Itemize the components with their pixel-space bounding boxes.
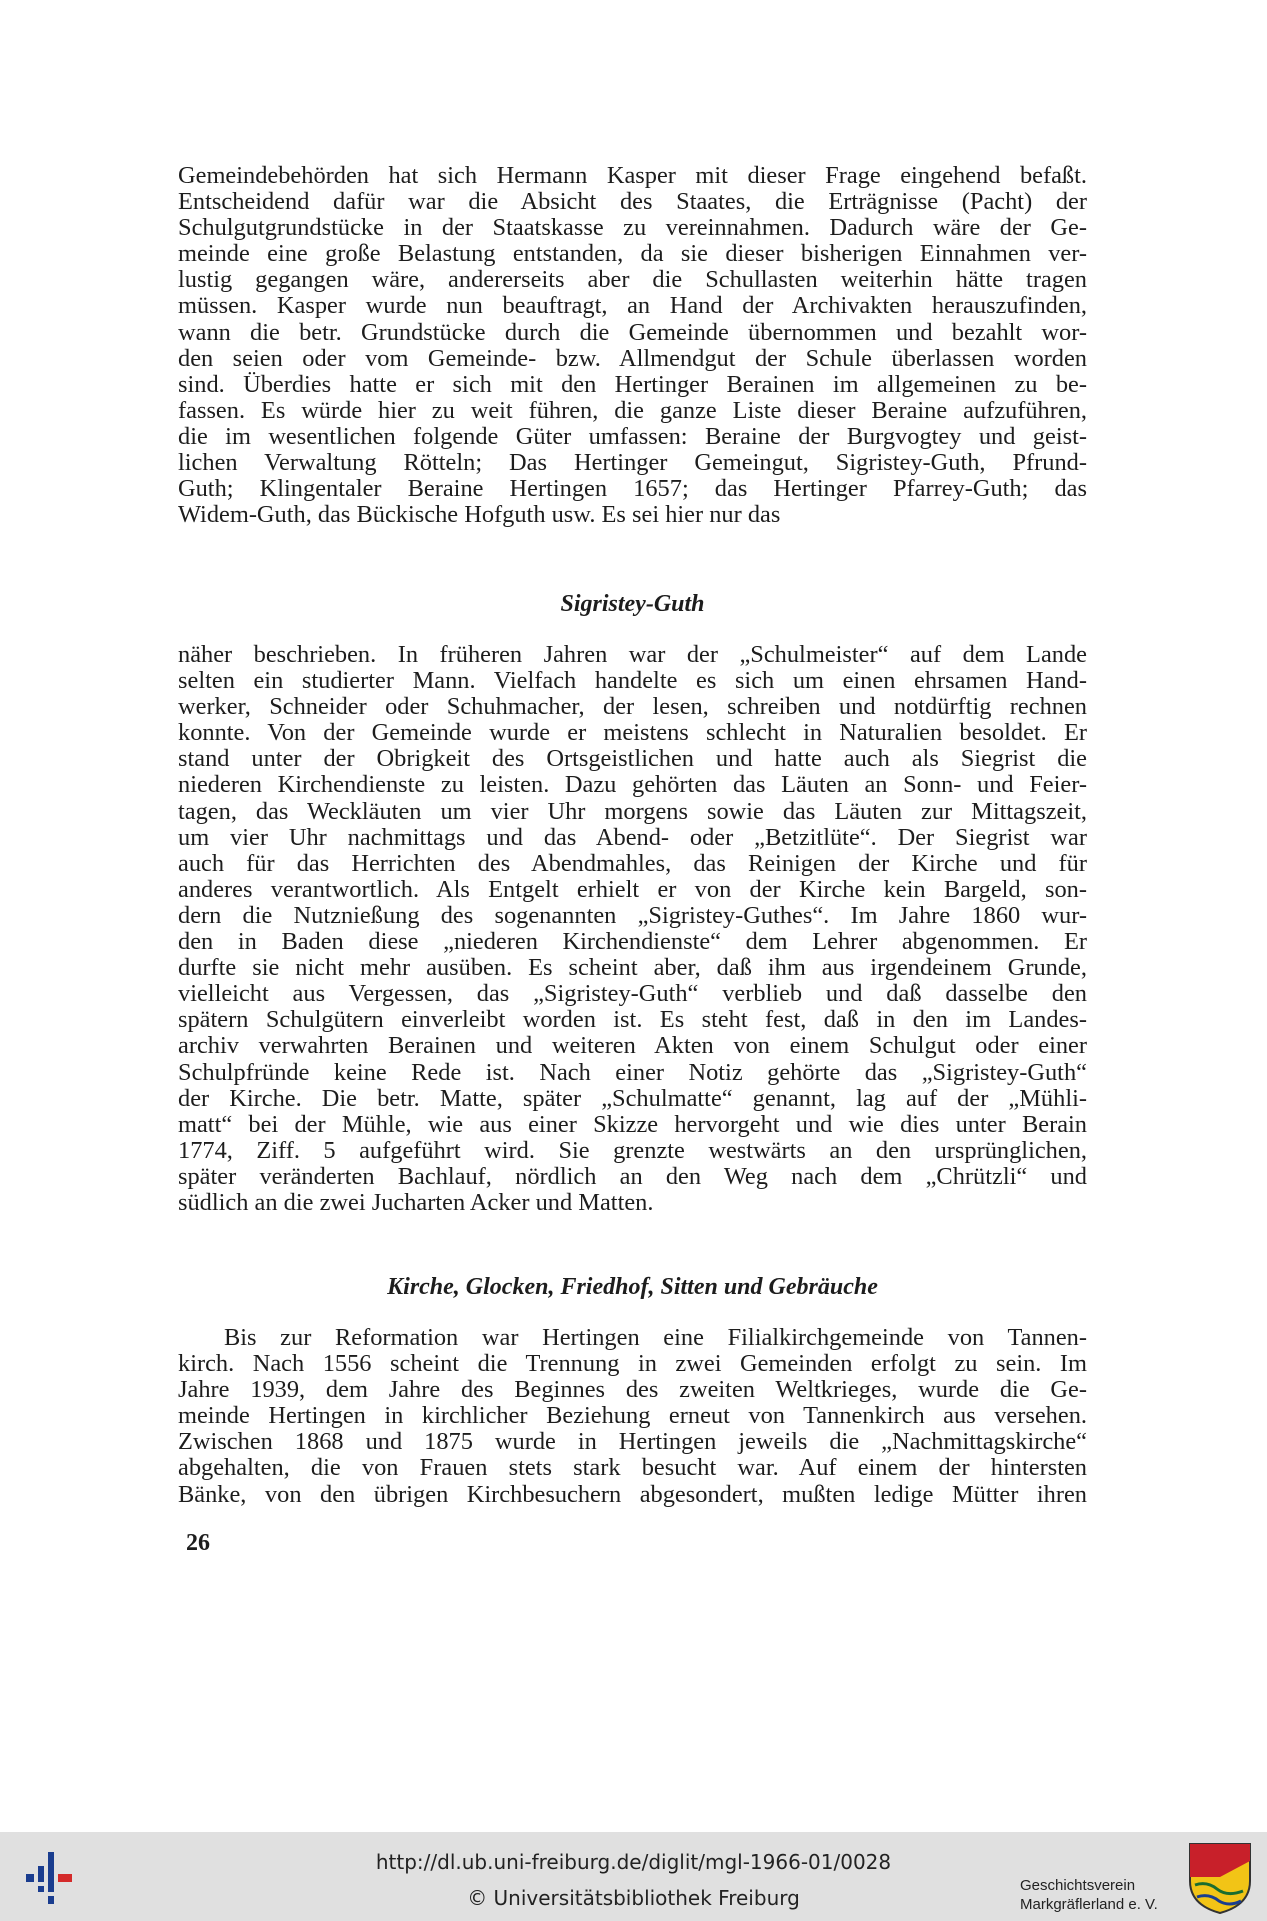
society-line-2: Markgräflerland e. V. [1020,1896,1158,1913]
text-line: anderes verantwortlich. Als Entgelt erhielt er von der Kirche kein Bargeld, son- [178,875,1087,903]
society-line-1: Geschichtsverein [1020,1877,1136,1894]
text-line: den seien oder vom Gemeinde- bzw. Allmendgut der Schule überlassen worden [178,344,1087,372]
footer-bar [0,1832,1267,1921]
text-line: fassen. Es würde hier zu weit führen, die ganze Liste dieser Beraine aufzuführen, [178,396,1087,424]
paragraph-1 [178,163,1087,528]
text-line: lichen Verwaltung Rötteln; Das Hertinger Gemeingut, Sigristey-Guth, Pfrund- [178,449,1087,477]
page-text-block-2 [178,642,1087,1216]
section-heading-sigristey-guth: Sigristey-Guth [560,591,705,617]
coat-of-arms-icon [1187,1841,1253,1915]
text-line: Entscheidend dafür war die Absicht des Staates, die Erträgnisse (Pacht) der [178,188,1087,216]
text-line: niederen Kirchendienste zu leisten. Dazu gehörten das Läuten an Sonn- und Feier- [178,771,1087,799]
text-line: Guth; Klingentaler Beraine Hertingen 1657; das Hertinger Pfarrey-Guth; das [178,475,1087,503]
text-line: südlich an die zwei Jucharten Acker und Matten. [178,1188,654,1216]
text-line: tagen, das Weckläuten um vier Uhr morgens sowie das Läuten zur Mittagszeit, [178,797,1087,825]
text-line: 1774, Ziff. 5 aufgeführt wird. Sie grenzte westwärts an den ursprünglichen, [178,1136,1087,1164]
paragraph-3 [178,1325,1087,1508]
text-line: Jahre 1939, dem Jahre des Beginnes des zweiten Weltkrieges, wurde die Ge- [178,1376,1087,1404]
text-line: müssen. Kasper wurde nun beauftragt, an Hand der Archivakten herauszufinden, [178,292,1087,320]
text-line: sind. Überdies hatte er sich mit den Hertinger Berainen im allgemeinen zu be- [178,370,1087,398]
section-heading-kirche: Kirche, Glocken, Friedhof, Sitten und Gebräuche [387,1274,878,1300]
text-line: später veränderten Bachlauf, nördlich an den Weg nach dem „Chrützli“ und [178,1162,1087,1190]
text-line: Zwischen 1868 und 1875 wurde in Hertingen jeweils die „Nachmittagskirche“ [178,1428,1087,1456]
text-line: auch für das Herrichten des Abendmahles, das Reinigen der Kirche und für [178,849,1087,877]
footer-society-name [1020,1876,1158,1914]
text-line: selten ein studierter Mann. Vielfach handelte es sich um einen ehrsamen Hand- [178,667,1087,695]
text-line: Schulgutgrundstücke in der Staatskasse zu vereinnahmen. Dadurch wäre der Ge- [178,214,1087,242]
text-line: Schulpfründe keine Rede ist. Nach einer Notiz gehörte das „Sigristey-Guth“ [178,1058,1087,1086]
text-line: konnte. Von der Gemeinde wurde er meistens schlecht in Naturalien besoldet. Er [178,719,1087,747]
text-line: dern die Nutznießung des sogenannten „Sigristey-Guthes“. Im Jahre 1860 wur- [178,901,1087,929]
text-line: matt“ bei der Mühle, wie aus einer Skizze hervorgeht und wie dies unter Berain [178,1110,1087,1138]
text-line: Widem-Guth, das Bückische Hofguth usw. Es sei hier nur das [178,501,781,529]
text-line: näher beschrieben. In früheren Jahren war der „Schulmeister“ auf dem Lande [178,641,1087,668]
text-line: um vier Uhr nachmittags und das Abend- oder „Betzitlüte“. Der Siegrist war [178,823,1087,851]
text-line: meinde eine große Belastung entstanden, da sie dieser bisherigen Einnahmen ver- [178,240,1087,268]
text-line: wann die betr. Grundstücke durch die Gemeinde übernommen und bezahlt wor- [178,318,1087,346]
text-line: Bis zur Reformation war Hertingen eine Filialkirchgemeinde von Tannen- [224,1324,1087,1351]
page-text-block-3 [178,1325,1087,1508]
footer-url-link[interactable]: http://dl.ub.uni-freiburg.de/diglit/mgl-1966-01/0028 [375,1850,892,1874]
text-line: meinde Hertingen in kirchlicher Beziehung erneut von Tannenkirch aus versehen. [178,1402,1087,1430]
text-line: abgehalten, die von Frauen stets stark besucht war. Auf einem der hintersten [178,1454,1087,1482]
text-line: Bänke, von den übrigen Kirchbesuchern abgesondert, mußten ledige Mütter ihren [178,1480,1087,1508]
text-line: spätern Schulgütern einverleibt worden ist. Es steht fest, daß in den im Landes- [178,1006,1087,1034]
text-line: vielleicht aus Vergessen, das „Sigristey-Guth“ verblieb und daß dasselbe den [178,980,1087,1008]
text-line: kirch. Nach 1556 scheint die Trennung in zwei Gemeinden erfolgt zu sein. Im [178,1350,1087,1378]
text-line: archiv verwahrten Berainen und weiteren Akten von einem Schulgut oder einer [178,1032,1087,1060]
text-line: Gemeindebehörden hat sich Hermann Kasper mit dieser Frage eingehend befaßt. [178,162,1087,189]
text-line: lustig gegangen wäre, andererseits aber die Schullasten weiterhin hätte tragen [178,266,1087,294]
page-text-block-1 [178,163,1087,528]
page-number: 26 [186,1530,210,1556]
text-line: der Kirche. Die betr. Matte, später „Schulmatte“ genannt, lag auf der „Mühli- [178,1084,1087,1112]
footer-copyright: © Universitätsbibliothek Freiburg [467,1886,800,1910]
text-line: werker, Schneider oder Schuhmacher, der lesen, schreiben und notdürftig rechnen [178,693,1087,721]
text-line: den in Baden diese „niederen Kirchendienste“ dem Lehrer abgenommen. Er [178,928,1087,956]
text-line: die im wesentlichen folgende Güter umfassen: Beraine der Burgvogtey und geist- [178,422,1087,450]
text-line: durfte sie nicht mehr ausüben. Es scheint aber, daß ihm aus irgendeinem Grunde, [178,954,1087,982]
text-line: stand unter der Obrigkeit des Ortsgeistlichen und hatte auch als Siegrist die [178,745,1087,773]
paragraph-2 [178,642,1087,1216]
